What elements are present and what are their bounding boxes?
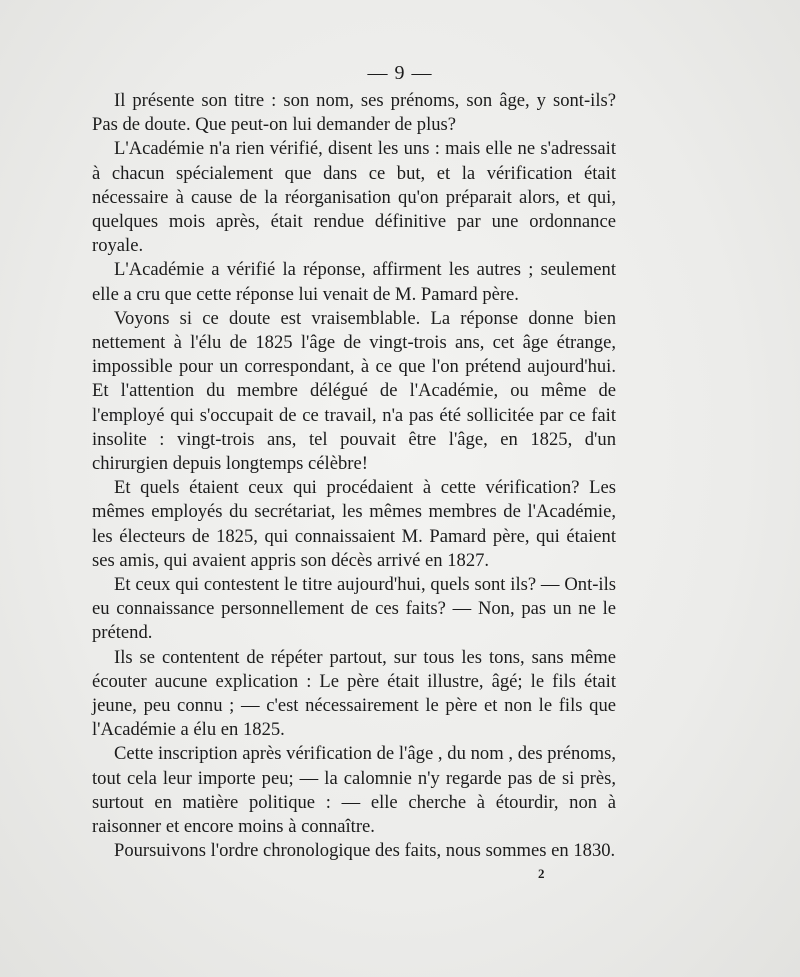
paragraph: Et quels étaient ceux qui procédaient à cette vérification? Les mêmes employés du secrétariat, les mêmes membres de l'Académie, les électeurs de 1825, qui connaissaient M. Pamard père, qui étaient ses amis, qui avaient appris son décès arrivé en 1827.: [92, 477, 616, 571]
paragraph: L'Académie n'a rien vérifié, disent les uns : mais elle ne s'adressait à chacun spécialement que dans ce but, et la vérification était nécessaire à cause de la réorganisation qu'on préparait alors, et qui, quelques mois après, était rendue définitive par une ordonnance royale.: [92, 138, 616, 257]
page-body: [92, 89, 616, 864]
printer-signature-mark: 2: [538, 866, 545, 881]
page-number: — 9 —: [367, 62, 433, 84]
paragraph: Ils se contentent de répéter partout, sur tous les tons, sans même écouter aucune explication : Le père était illustre, âgé; le fils était jeune, peu connu ; — c'est nécessairement le père et non le fils que l'Académie a élu en 1825.: [92, 646, 616, 741]
paragraph: L'Académie a vérifié la réponse, affirment les autres ; seulement elle a cru que cette réponse lui venait de M. Pamard père.: [92, 259, 616, 305]
paragraph: Voyons si ce doute est vraisemblable. La réponse donne bien nettement à l'élu de 1825 l'âge de vingt-trois ans, cet âge étrange, impossible pour un correspondant, à ce que l'on prétend aujourd'hui. Et l'attention du membre délégué de l'Académie, ou même de l'employé qui s'occupait de ce travail, n'a pas été sollicitée par ce fait insolite : vingt-trois ans, tel pouvait être l'âge, en 1825, d'un chirurgien depuis longtemps célèbre!: [92, 307, 616, 475]
paragraph: Et ceux qui contestent le titre aujourd'hui, quels sont ils? — Ont-ils eu connaissance personnellement de ces faits? — Non, pas un ne le prétend.: [92, 574, 616, 644]
paragraph: Il présente son titre : son nom, ses prénoms, son âge, y sont-ils? Pas de doute. Que peut-on lui demander de plus?: [92, 90, 616, 136]
paragraph: Poursuivons l'ordre chronologique des faits, nous sommes en 1830.: [114, 840, 616, 862]
paragraph: Cette inscription après vérification de l'âge , du nom , des prénoms, tout cela leur importe peu; — la calomnie n'y regarde pas de si près, surtout en matière politique : — elle cherche à étourdir, non à raisonner et encore moins à connaître.: [92, 743, 616, 838]
